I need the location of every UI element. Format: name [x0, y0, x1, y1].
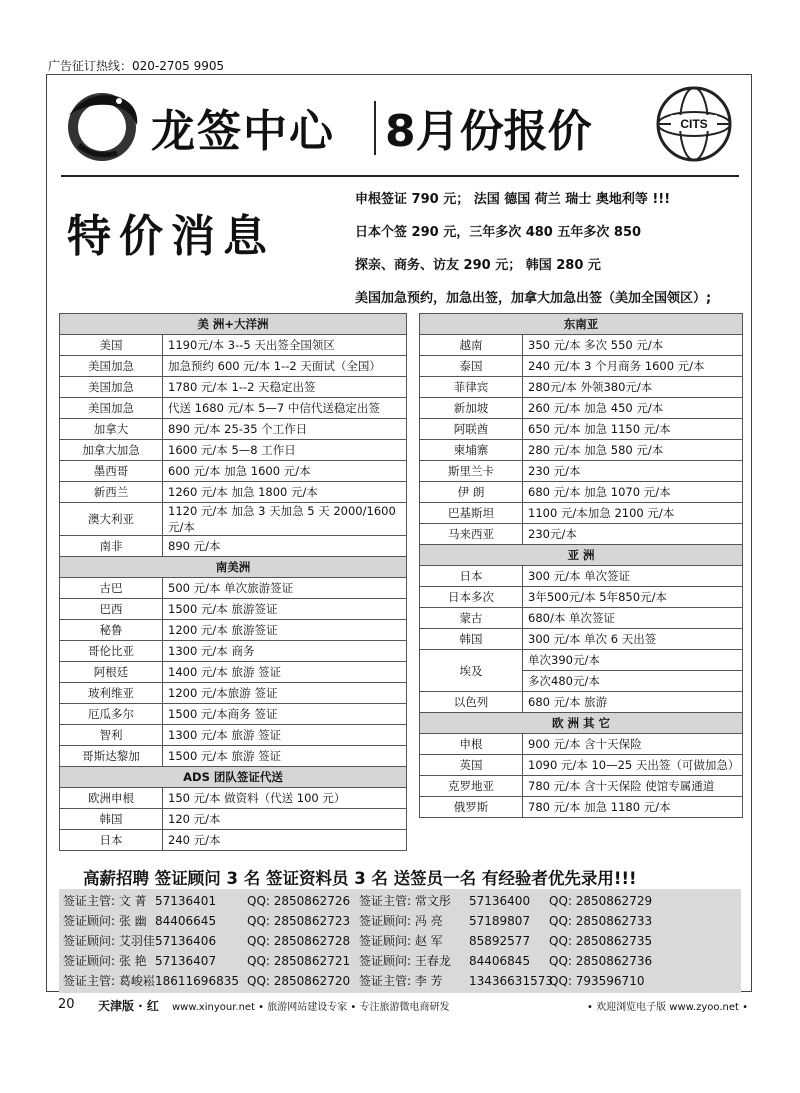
table-row — [420, 398, 743, 419]
table-row — [60, 440, 407, 461]
table-row — [60, 503, 407, 536]
table-row — [60, 809, 407, 830]
country-cell: 新加坡 — [420, 398, 523, 419]
table-row — [420, 566, 743, 587]
price-cell: 600 元/本 加急 1600 元/本 — [163, 461, 407, 482]
table-row — [420, 419, 743, 440]
page-number: 20 — [58, 997, 75, 1012]
price-cell: 240 元/本 — [163, 830, 407, 851]
country-cell: 阿根廷 — [60, 662, 163, 683]
country-cell: 埃及 — [420, 650, 523, 692]
table-row — [60, 641, 407, 662]
contact-field: 18611696835 — [155, 974, 239, 988]
price-cell: 230元/本 — [523, 524, 743, 545]
contact-field: 签证顾问: 冯 亮 — [359, 914, 443, 928]
contact-field: 57136401 — [155, 894, 217, 908]
contact-field: QQ: 2850862721 — [247, 954, 351, 968]
contact-field: QQ: 2850862728 — [247, 934, 351, 948]
special-line: 探亲、商务、访友 290 元； 韩国 280 元 — [355, 258, 601, 273]
table-row — [420, 755, 743, 776]
table-row — [60, 356, 407, 377]
table-row — [60, 599, 407, 620]
left-price-table — [59, 313, 407, 851]
contact-field: 签证主管: 葛峻崧 — [63, 974, 155, 988]
country-cell: 墨西哥 — [60, 461, 163, 482]
country-cell: 智利 — [60, 725, 163, 746]
table-row — [420, 335, 743, 356]
country-cell: 泰国 — [420, 356, 523, 377]
section-title: 欧 洲 其 它 — [420, 713, 743, 734]
table-row — [60, 683, 407, 704]
price-cell: 1600 元/本 5—8 工作日 — [163, 440, 407, 461]
table-row — [420, 776, 743, 797]
section-header — [420, 545, 743, 566]
table-row — [420, 440, 743, 461]
table-row — [60, 482, 407, 503]
country-cell: 韩国 — [60, 809, 163, 830]
price-cell: 多次480元/本 — [523, 671, 743, 692]
price-cell: 280元/本 外领380元/本 — [523, 377, 743, 398]
country-cell: 南非 — [60, 536, 163, 557]
price-cell: 1300 元/本 旅游 签证 — [163, 725, 407, 746]
contact-field: QQ: 2850862723 — [247, 914, 351, 928]
country-cell: 日本多次 — [420, 587, 523, 608]
price-cell: 280 元/本 加急 580 元/本 — [523, 440, 743, 461]
table-row — [420, 587, 743, 608]
price-cell: 240 元/本 3 个月商务 1600 元/本 — [523, 356, 743, 377]
contact-field: QQ: 2850862726 — [247, 894, 351, 908]
country-cell: 哥斯达黎加 — [60, 746, 163, 767]
country-cell: 哥伦比亚 — [60, 641, 163, 662]
price-cell: 1300 元/本 商务 — [163, 641, 407, 662]
table-row — [60, 662, 407, 683]
special-line: 申根签证 790 元； 法国 德国 荷兰 瑞士 奥地利等 !!! — [355, 192, 671, 207]
price-cell: 1190元/本 3--5 天出签全国领区 — [163, 335, 407, 356]
table-row — [420, 356, 743, 377]
table-row — [60, 620, 407, 641]
contact-field: 57136400 — [469, 894, 531, 908]
table-row — [60, 788, 407, 809]
price-cell: 1200 元/本旅游 签证 — [163, 683, 407, 704]
special-line: 日本个签 290 元，三年多次 480 五年多次 850 — [355, 225, 642, 240]
price-cell: 1500 元/本 旅游签证 — [163, 599, 407, 620]
table-row — [420, 797, 743, 818]
header-divider — [61, 175, 739, 177]
contact-row — [63, 971, 737, 991]
table-row — [60, 830, 407, 851]
price-cell: 代送 1680 元/本 5—7 中信代送稳定出签 — [163, 398, 407, 419]
special-offer-lines — [355, 183, 711, 315]
price-cell: 500 元/本 单次旅游签证 — [163, 578, 407, 599]
contact-field: 57136406 — [155, 934, 217, 948]
country-cell: 新西兰 — [60, 482, 163, 503]
country-cell: 马来西亚 — [420, 524, 523, 545]
country-cell: 厄瓜多尔 — [60, 704, 163, 725]
section-title: ADS 团队签证代送 — [60, 767, 407, 788]
price-cell: 加急预约 600 元/本 1--2 天面试（全国） — [163, 356, 407, 377]
contact-field: 84406845 — [469, 954, 531, 968]
table-row — [60, 335, 407, 356]
price-cell: 680/本 单次签证 — [523, 608, 743, 629]
page-subtitle: 8月份报价 — [385, 106, 592, 157]
country-cell: 阿联酋 — [420, 419, 523, 440]
ad-frame — [46, 74, 752, 992]
price-cell: 1780 元/本 1--2 天稳定出签 — [163, 377, 407, 398]
country-cell: 加拿大 — [60, 419, 163, 440]
table-row — [60, 377, 407, 398]
title-divider — [374, 101, 376, 155]
contact-field: 签证主管: 常文彤 — [359, 894, 451, 908]
country-cell: 美国 — [60, 335, 163, 356]
price-cell: 350 元/本 多次 550 元/本 — [523, 335, 743, 356]
country-cell: 加拿大加急 — [60, 440, 163, 461]
price-cell: 1120 元/本 加急 3 天加急 5 天 2000/1600 元/本 — [163, 503, 407, 536]
contact-field: 签证顾问: 艾羽佳 — [63, 934, 155, 948]
table-row — [420, 608, 743, 629]
table-row — [420, 377, 743, 398]
country-cell: 英国 — [420, 755, 523, 776]
price-cell: 单次390元/本 — [523, 650, 743, 671]
table-row — [420, 650, 743, 671]
price-cell: 650 元/本 加急 1150 元/本 — [523, 419, 743, 440]
country-cell: 秘鲁 — [60, 620, 163, 641]
price-cell: 1500 元/本商务 签证 — [163, 704, 407, 725]
table-row — [60, 704, 407, 725]
table-row — [60, 746, 407, 767]
price-cell: 680 元/本 加急 1070 元/本 — [523, 482, 743, 503]
country-cell: 巴西 — [60, 599, 163, 620]
table-row — [60, 461, 407, 482]
page-title: 龙签中心 — [151, 106, 335, 157]
dragon-logo-icon — [59, 85, 145, 165]
section-title: 南美洲 — [60, 557, 407, 578]
price-cell: 1200 元/本 旅游签证 — [163, 620, 407, 641]
section-title: 亚 洲 — [420, 545, 743, 566]
table-row — [60, 578, 407, 599]
country-cell: 俄罗斯 — [420, 797, 523, 818]
country-cell: 古巴 — [60, 578, 163, 599]
price-cell: 1090 元/本 10—25 天出签（可做加急） — [523, 755, 743, 776]
table-row — [420, 503, 743, 524]
price-cell: 1260 元/本 加急 1800 元/本 — [163, 482, 407, 503]
country-cell: 日本 — [420, 566, 523, 587]
table-row — [60, 536, 407, 557]
svg-text:CITS: CITS — [680, 117, 708, 131]
price-cell: 1100 元/本加急 2100 元/本 — [523, 503, 743, 524]
contact-field: 签证主管: 李 芳 — [359, 974, 443, 988]
country-cell: 申根 — [420, 734, 523, 755]
country-cell: 以色列 — [420, 692, 523, 713]
footer-left-text: www.xinyour.net • 旅游网站建设专家 • 专注旅游微电商研发 — [172, 1002, 450, 1013]
contact-row — [63, 891, 737, 911]
country-cell: 伊 朗 — [420, 482, 523, 503]
table-row — [420, 734, 743, 755]
country-cell: 美国加急 — [60, 398, 163, 419]
contact-field: QQ: 793596710 — [549, 974, 645, 988]
special-offer-title: 特价消息 — [67, 211, 275, 262]
contact-row — [63, 911, 737, 931]
ad-hotline: 广告征订热线：020-2705 9905 — [48, 59, 225, 73]
country-cell: 日本 — [60, 830, 163, 851]
contact-field: 13436631573 — [469, 974, 553, 988]
section-header — [420, 314, 743, 335]
section-header — [420, 713, 743, 734]
contact-field: 签证顾问: 张 艳 — [63, 954, 147, 968]
table-row — [420, 524, 743, 545]
price-cell: 150 元/本 做资料（代送 100 元） — [163, 788, 407, 809]
price-cell: 890 元/本 — [163, 536, 407, 557]
country-cell: 美国加急 — [60, 377, 163, 398]
table-row — [60, 725, 407, 746]
price-cell: 300 元/本 单次签证 — [523, 566, 743, 587]
contacts-panel — [59, 889, 741, 993]
table-row — [60, 419, 407, 440]
price-cell: 260 元/本 加急 450 元/本 — [523, 398, 743, 419]
price-cell: 120 元/本 — [163, 809, 407, 830]
contact-field: QQ: 2850862720 — [247, 974, 351, 988]
price-cell: 1400 元/本 旅游 签证 — [163, 662, 407, 683]
footer-right-text: • 欢迎浏览电子版 www.zyoo.net • — [587, 1002, 748, 1013]
contact-field: 85892577 — [469, 934, 531, 948]
table-row — [60, 398, 407, 419]
country-cell: 玻利维亚 — [60, 683, 163, 704]
contact-field: 签证主管: 文 菁 — [63, 894, 147, 908]
country-cell: 美国加急 — [60, 356, 163, 377]
country-cell: 克罗地亚 — [420, 776, 523, 797]
recruitment-banner: 高薪招聘 签证顾问 3 名 签证资料员 3 名 送签员一名 有经验者优先录用!!! — [83, 869, 637, 888]
section-header — [60, 767, 407, 788]
special-line: 美国加急预约，加急出签，加拿大加急出签（美加全国领区）; — [355, 291, 712, 306]
table-row — [420, 482, 743, 503]
price-cell: 3年500元/本 5年850元/本 — [523, 587, 743, 608]
country-cell: 斯里兰卡 — [420, 461, 523, 482]
table-row — [420, 629, 743, 650]
contact-field: 签证顾问: 张 幽 — [63, 914, 147, 928]
cits-globe-logo-icon — [653, 83, 735, 165]
contact-field: 57189807 — [469, 914, 531, 928]
contact-field: QQ: 2850862733 — [549, 914, 653, 928]
price-cell: 900 元/本 含十天保险 — [523, 734, 743, 755]
country-cell: 蒙古 — [420, 608, 523, 629]
contact-field: 84406645 — [155, 914, 217, 928]
edition-label: 天津版 · 红 — [98, 999, 159, 1013]
contact-field: QQ: 2850862735 — [549, 934, 653, 948]
country-cell: 欧洲申根 — [60, 788, 163, 809]
country-cell: 澳大利亚 — [60, 503, 163, 536]
contact-field: QQ: 2850862729 — [549, 894, 653, 908]
price-cell: 300 元/本 单次 6 天出签 — [523, 629, 743, 650]
country-cell: 越南 — [420, 335, 523, 356]
price-cell: 780 元/本 加急 1180 元/本 — [523, 797, 743, 818]
country-cell: 菲律宾 — [420, 377, 523, 398]
price-cell: 230 元/本 — [523, 461, 743, 482]
contact-field: 签证顾问: 王春龙 — [359, 954, 451, 968]
table-row — [420, 692, 743, 713]
table-row — [420, 461, 743, 482]
price-cell: 890 元/本 25-35 个工作日 — [163, 419, 407, 440]
contact-field: QQ: 2850862736 — [549, 954, 653, 968]
section-header — [60, 557, 407, 578]
contact-row — [63, 931, 737, 951]
country-cell: 韩国 — [420, 629, 523, 650]
contact-field: 57136407 — [155, 954, 217, 968]
price-cell: 680 元/本 旅游 — [523, 692, 743, 713]
country-cell: 巴基斯坦 — [420, 503, 523, 524]
section-header — [60, 314, 407, 335]
price-cell: 780 元/本 含十天保险 使馆专属通道 — [523, 776, 743, 797]
header — [47, 75, 751, 175]
contact-field: 签证顾问: 赵 军 — [359, 934, 443, 948]
section-title: 美 洲+大洋洲 — [60, 314, 407, 335]
contact-row — [63, 951, 737, 971]
section-title: 东南亚 — [420, 314, 743, 335]
right-price-table — [419, 313, 743, 818]
price-cell: 1500 元/本 旅游 签证 — [163, 746, 407, 767]
country-cell: 柬埔寨 — [420, 440, 523, 461]
